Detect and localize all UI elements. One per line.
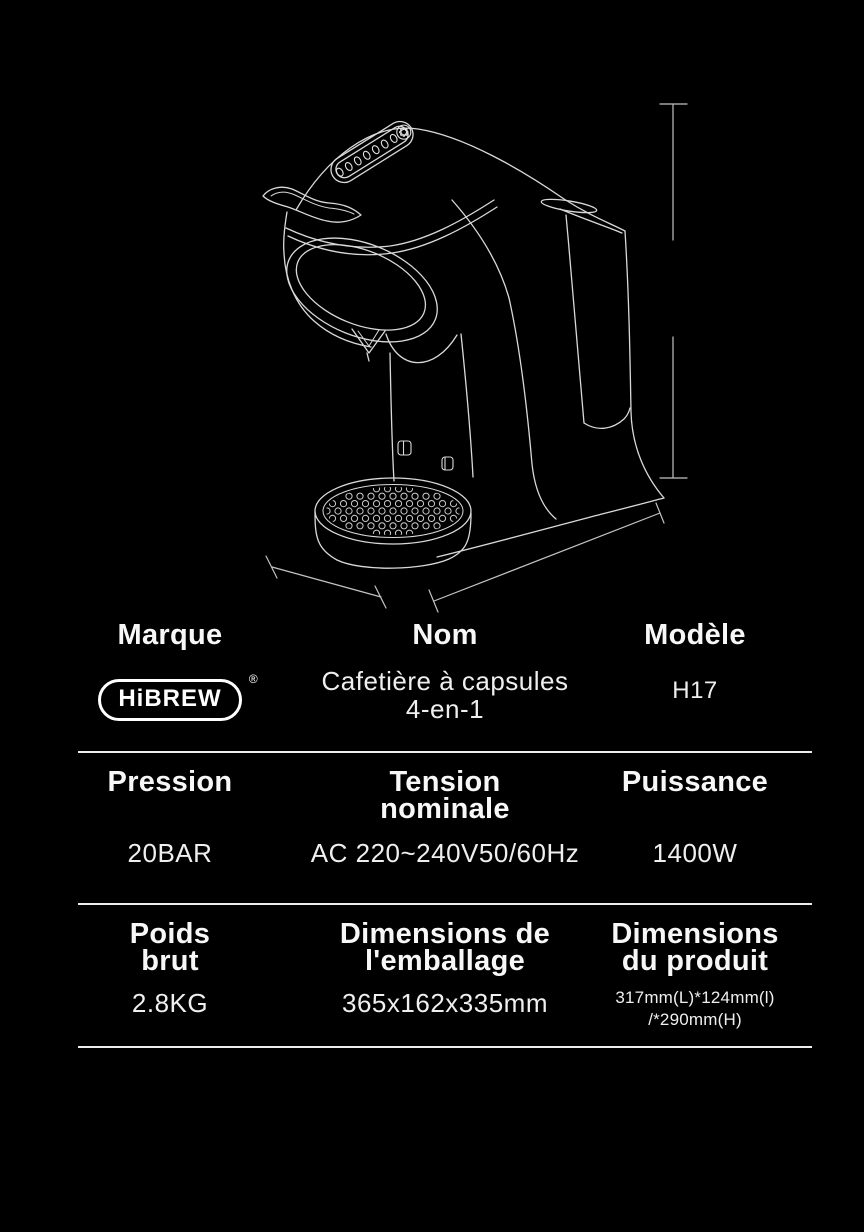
tension-header-line1: Tension: [389, 766, 501, 798]
pression-header: Pression: [107, 766, 233, 798]
drink-button-icon: [344, 161, 353, 171]
spec-row-identity: [78, 610, 812, 753]
drip-tray: [315, 478, 471, 568]
brew-head-ring: [272, 218, 453, 362]
spout: [352, 329, 457, 363]
dimension-lines: [266, 104, 687, 612]
nom-value-line1: Cafetière à capsules: [321, 666, 569, 696]
front-column: [390, 334, 473, 481]
nom-header: Nom: [412, 619, 478, 651]
nom-cell: [262, 610, 628, 751]
hibrew-logo-text: HiBREW: [118, 685, 222, 712]
drip-tray-holes: [324, 486, 462, 537]
modele-value: H17: [672, 677, 718, 704]
poids-header-line1: Poids: [129, 918, 211, 950]
produit-header-line2: du produit: [621, 945, 769, 977]
drink-button-icon: [353, 156, 362, 166]
registered-trademark-icon: ®: [248, 672, 258, 686]
control-buttons: [335, 125, 411, 177]
poids-header-line2: brut: [141, 945, 199, 977]
emballage-cell: [262, 905, 628, 1046]
hibrew-logo: [98, 672, 258, 721]
tension-value: AC 220~240V50/60Hz: [310, 838, 580, 868]
drink-button-icon: [380, 139, 389, 149]
tension-header-line2: nominale: [380, 793, 510, 825]
control-panel: [326, 117, 418, 188]
produit-value: [603, 987, 787, 1031]
pression-value: 20BAR: [127, 838, 213, 868]
tension-cell: [262, 753, 628, 903]
puissance-cell: [603, 753, 787, 903]
emballage-header-line2: l'emballage: [364, 945, 526, 977]
marque-header: Marque: [117, 619, 223, 651]
spec-table: [78, 610, 812, 1048]
produit-header-line1: Dimensions: [611, 918, 779, 950]
brand-value: [78, 667, 262, 721]
puissance-value: 1400W: [652, 838, 738, 868]
machine-body: [284, 128, 664, 557]
nom-value-line2: 4-en-1: [405, 694, 485, 724]
pression-cell: [78, 753, 262, 903]
power-button-icon: [397, 125, 411, 139]
drink-button-icon: [335, 167, 344, 177]
tension-header: [262, 753, 628, 823]
poids-value: 2.8KG: [131, 988, 209, 1018]
produit-cell: [603, 905, 787, 1046]
drink-button-icon: [362, 150, 371, 160]
shoulder-lens: [541, 197, 598, 216]
capsule-clips: [398, 441, 453, 470]
produit-value-line2: /*290mm(H): [648, 1010, 742, 1029]
spec-row-electrical: [78, 753, 812, 905]
width-dimension-line: [434, 513, 660, 601]
spec-row-dimensions: [78, 905, 812, 1048]
produit-value-line1: 317mm(L)*124mm(l): [615, 988, 775, 1007]
modele-cell: [603, 610, 787, 751]
poids-header: [78, 905, 262, 975]
emballage-header: [262, 905, 628, 975]
emballage-header-line1: Dimensions de: [339, 918, 551, 950]
poids-cell: [78, 905, 262, 1046]
produit-header: [603, 905, 787, 975]
drink-button-icon: [371, 144, 380, 154]
depth-dimension-line: [272, 567, 381, 597]
drink-button-icon: [389, 133, 398, 143]
hibrew-logo-pill: [98, 679, 241, 721]
puissance-header: Puissance: [621, 766, 769, 798]
emballage-value: 365x162x335mm: [342, 988, 548, 1018]
water-tank: [541, 197, 630, 429]
modele-header: Modèle: [644, 619, 746, 651]
marque-cell: [78, 610, 262, 751]
lever-handle: [263, 187, 361, 222]
